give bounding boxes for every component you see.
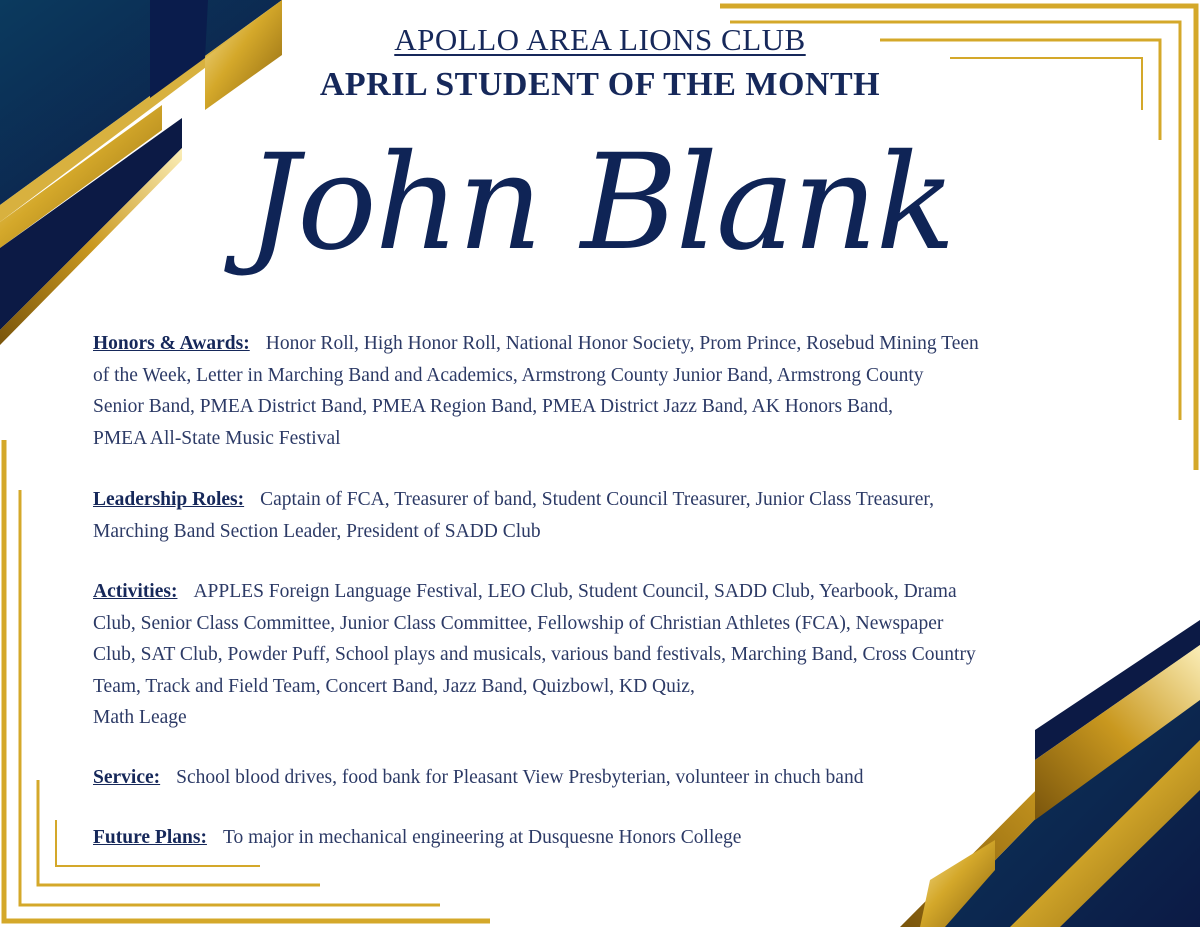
section-line: PMEA All-State Music Festival [93, 427, 341, 449]
student-name: John Blank [246, 126, 954, 280]
section-line: Leadership Roles: Captain of FCA, Treasurer of band, Student Council Treasurer, Junior Class Treasurer, [93, 489, 934, 510]
section-label: Future Plans: [93, 827, 207, 848]
section-line: Future Plans: To major in mechanical engineering at Dusquesne Honors College [93, 827, 742, 848]
club-name: APOLLO AREA LIONS CLUB [394, 22, 806, 57]
section-line: Marching Band Section Leader, President of SADD Club [93, 520, 541, 542]
section-line: Team, Track and Field Team, Concert Band, Jazz Band, Quizbowl, KD Quiz, [93, 675, 695, 697]
section-honors-awards [93, 328, 1133, 454]
section-line: Club, Senior Class Committee, Junior Class Committee, Fellowship of Christian Athletes (FCA), Newspaper [93, 612, 944, 634]
section-line: Honors & Awards: Honor Roll, High Honor Roll, National Honor Society, Prom Prince, Rosebud Mining Teen [93, 333, 979, 354]
section-line: of the Week, Letter in Marching Band and Academics, Armstrong County Junior Band, Armstrong County [93, 364, 924, 386]
section-activities [93, 576, 1133, 734]
section-line: Activities: APPLES Foreign Language Festival, LEO Club, Student Council, SADD Club, Yearbook, Drama [93, 581, 957, 602]
section-line: Senior Band, PMEA District Band, PMEA Region Band, PMEA District Jazz Band, AK Honors Band, [93, 396, 894, 417]
section-future-plans [93, 822, 1133, 854]
section-service [93, 762, 1133, 794]
section-line: Math Leage [93, 707, 187, 728]
award-title: APRIL STUDENT OF THE MONTH [319, 66, 881, 103]
section-label: Activities: [93, 581, 178, 602]
section-label: Service: [93, 767, 161, 788]
section-label: Honors & Awards: [93, 333, 250, 354]
section-line: Service: School blood drives, food bank for Pleasant View Presbyterian, volunteer in chuch band [93, 767, 864, 788]
section-leadership-roles [93, 484, 1133, 547]
section-line: Club, SAT Club, Powder Puff, School plays and musicals, various band festivals, Marching Band, Cross Country [93, 644, 976, 665]
section-label: Leadership Roles: [93, 489, 245, 510]
